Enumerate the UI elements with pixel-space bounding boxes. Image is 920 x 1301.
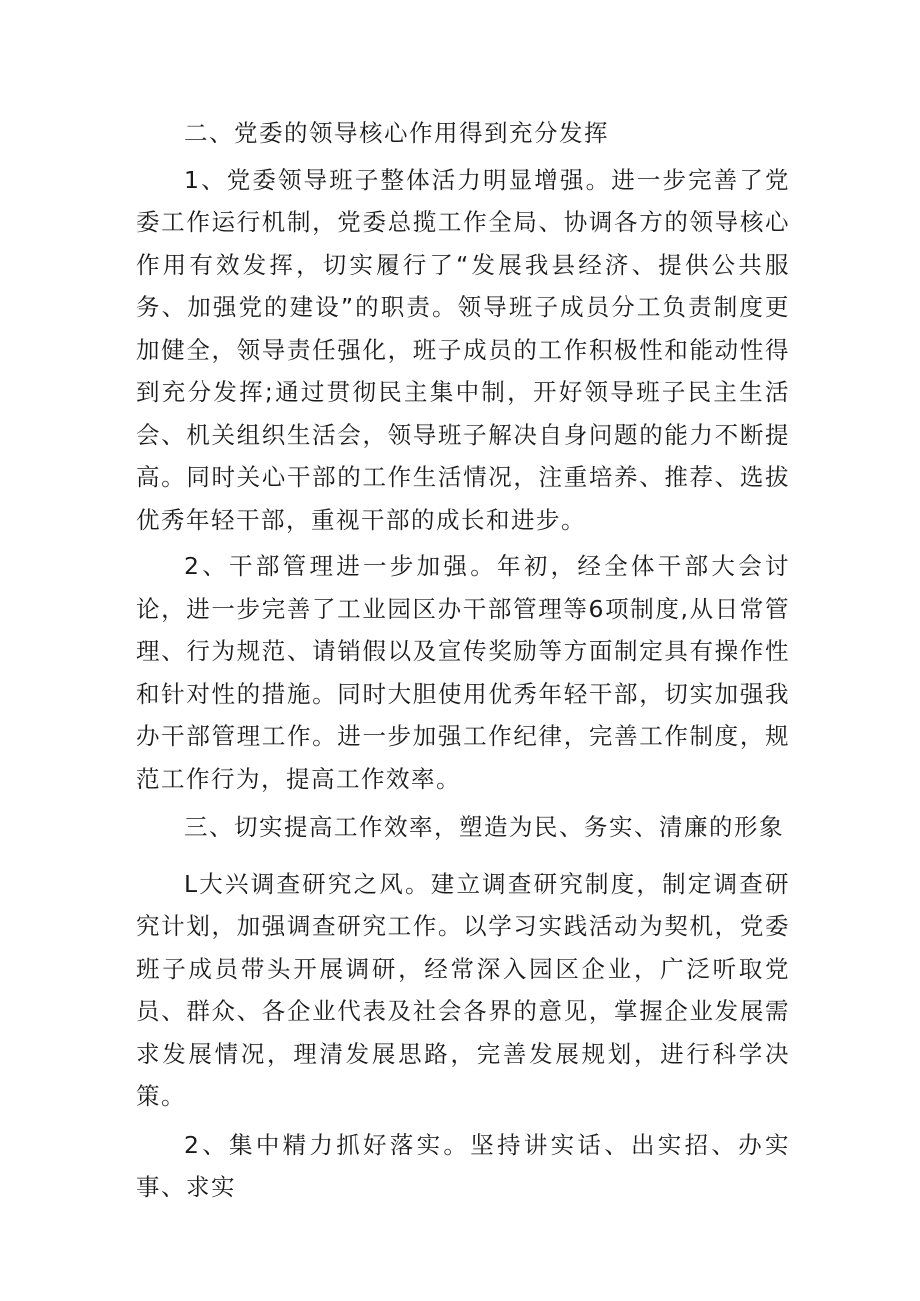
paragraph-cadre-management: 2、干部管理进一步加强。年初，经全体干部大会讨论，进一步完善了工业园区办干部管理等6项制度,从日常管理、行为规范、请销假以及宣传奖励等方面制定具有操作性和针对性的措施。同时大胆使用优秀年轻干部，切实加强我办干部管理工作。进一步加强工作纪律，完善工作制度，规范工作行为，提高工作效率。 (136, 552, 790, 793)
document-body (136, 112, 790, 1209)
paragraph-implementation: 2、集中精力抓好落实。坚持讲实话、出实招、办实事、求实 (136, 1130, 790, 1201)
section-heading-3: 三、切实提高工作效率，塑造为民、务实、清廉的形象 (184, 813, 784, 841)
section-heading-2: 二、党委的领导核心作用得到充分发挥 (184, 119, 609, 147)
paragraph-leadership-vitality: 1、党委领导班子整体活力明显增强。进一步完善了党委工作运行机制，党委总揽工作全局、协调各方的领导核心作用有效发挥，切实履行了“发展我县经济、提供公共服务、加强党的建设”的职责。领导班子成员分工负责制度更加健全，领导责任强化，班子成员的工作积极性和能动性得到充分发挥;通过贯彻民主集中制，开好领导班子民主生活会、机关组织生活会，领导班子解决自身问题的能力不断提高。同时关心干部的工作生活情况，注重培养、推荐、选拔优秀年轻干部，重视干部的成长和进步。 (136, 165, 790, 534)
paragraph-investigation-research: L大兴调查研究之风。建立调查研究制度，制定调查研究计划，加强调查研究工作。以学习实践活动为契机，党委班子成员带头开展调研，经常深入园区企业，广泛听取党员、群众、各企业代表及社会各界的意见，掌握企业发展需求发展情况，理清发展思路，完善发展规划，进行科学决策。 (136, 869, 790, 1110)
